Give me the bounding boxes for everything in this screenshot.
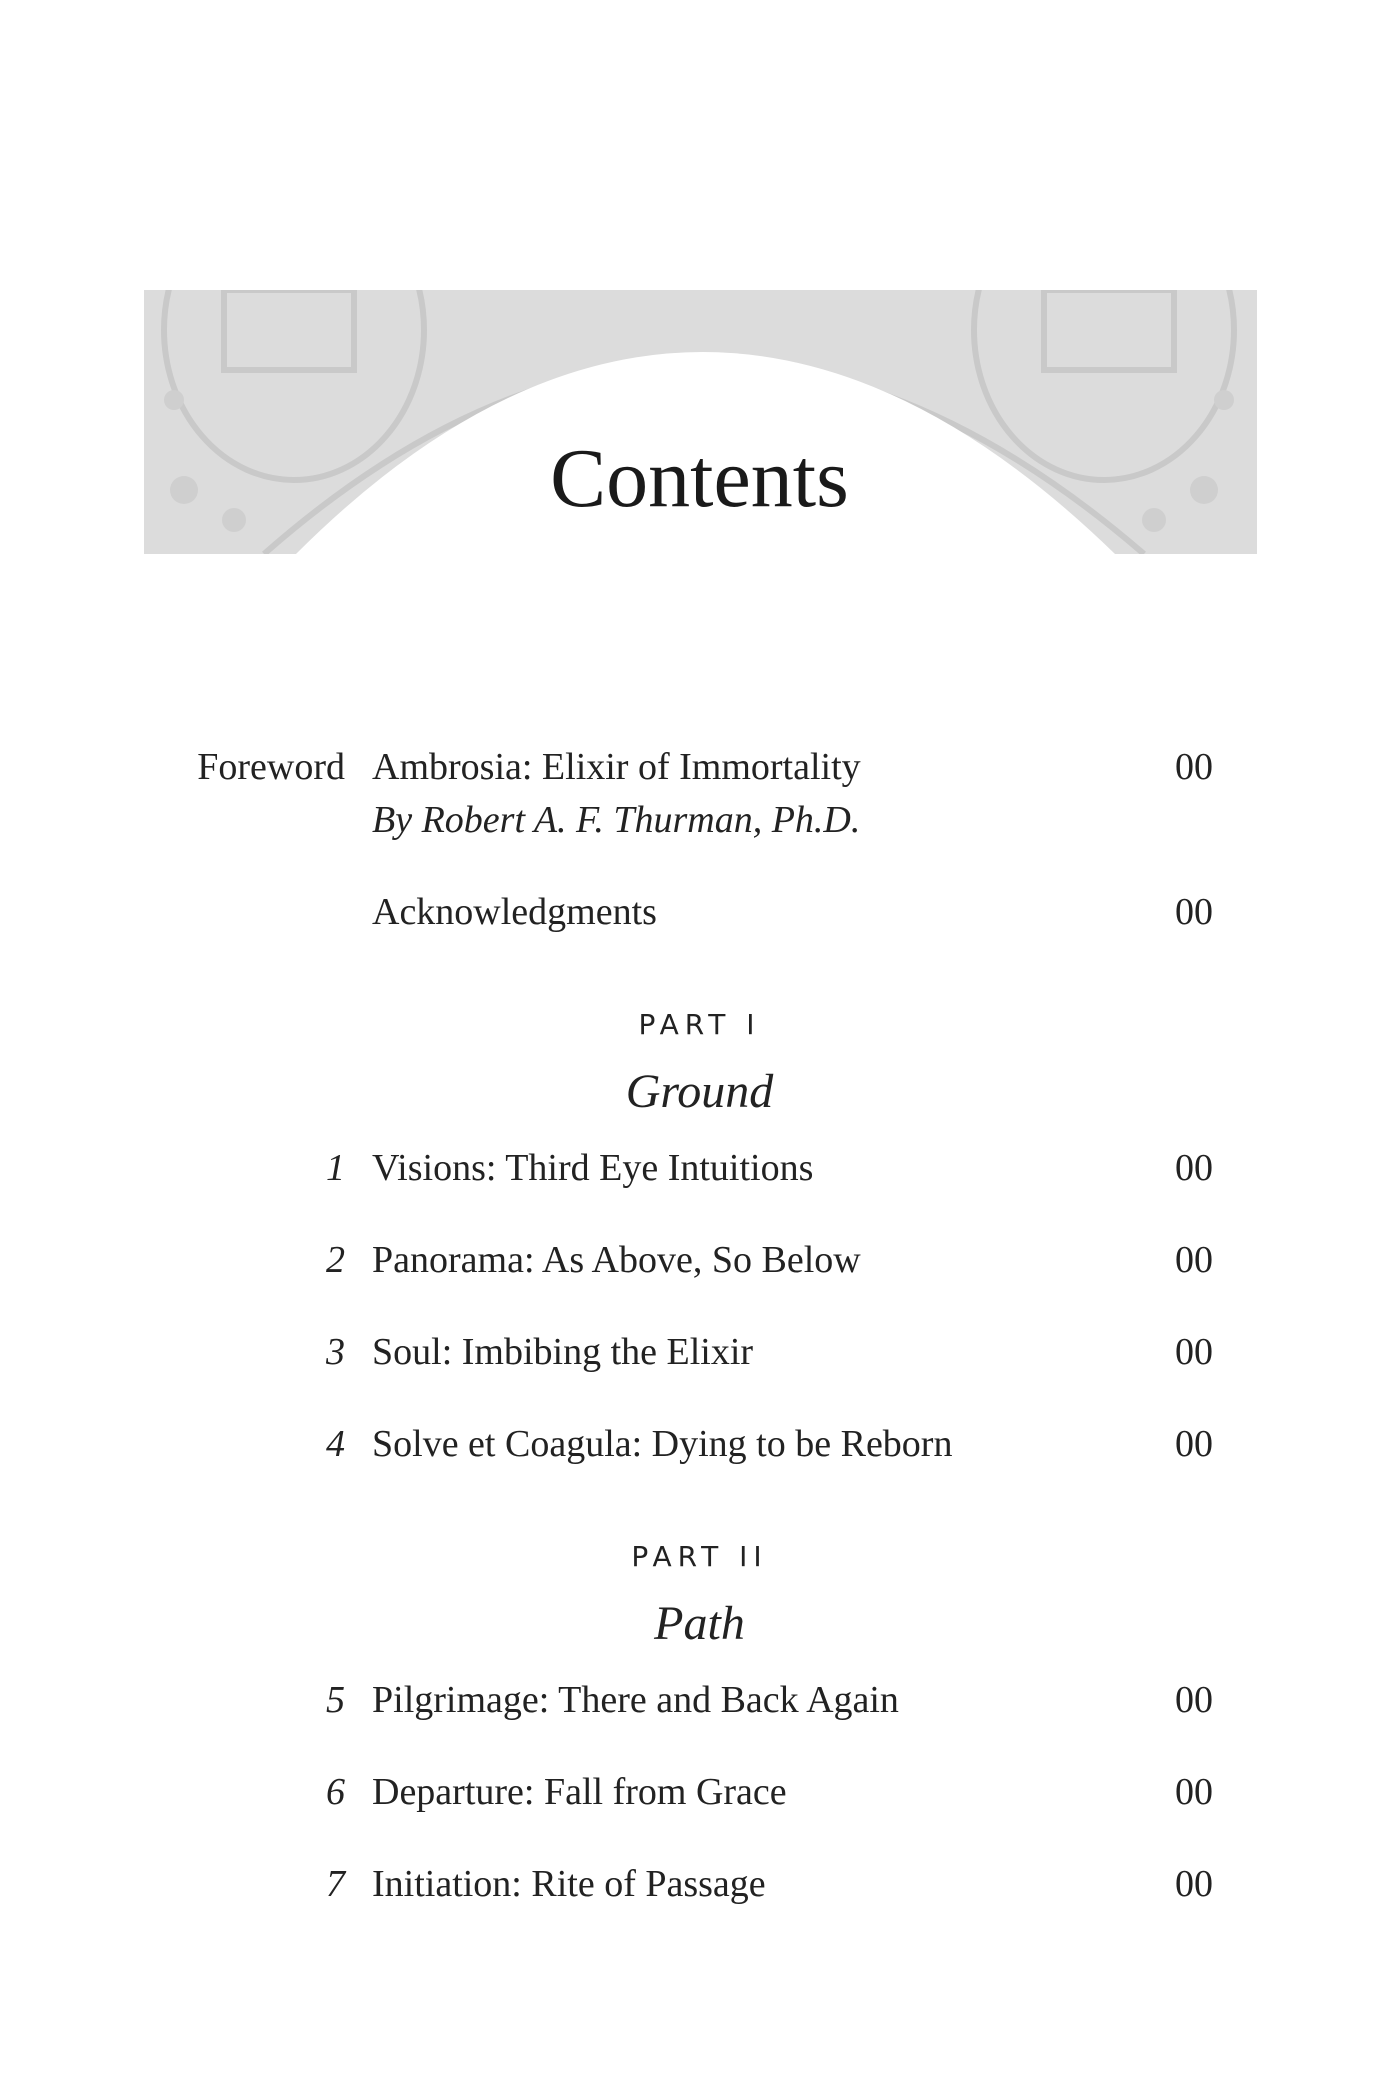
entry-page: 00 [1175, 1679, 1213, 1721]
part-title: Path [654, 1597, 745, 1650]
page-title: Contents [550, 432, 849, 525]
entry-page: 00 [1175, 746, 1213, 788]
entry-title: Pilgrimage: There and Back Again [372, 1679, 899, 1721]
part-title: Ground [625, 1065, 774, 1118]
entry-title: Solve et Coagula: Dying to be Reborn [372, 1423, 953, 1465]
chapter-number: 4 [326, 1423, 345, 1465]
entry-label: Foreword [197, 746, 345, 788]
chapter-number: 5 [326, 1679, 345, 1721]
entry-page: 00 [1175, 1331, 1213, 1373]
entry-page: 00 [1175, 1239, 1213, 1281]
chapter-number: 6 [326, 1771, 345, 1813]
entry-page: 00 [1175, 1423, 1213, 1465]
entry-byline: By Robert A. F. Thurman, Ph.D. [372, 799, 861, 841]
chapter-number: 2 [326, 1239, 345, 1281]
entry-title: Acknowledgments [372, 891, 657, 933]
entry-page: 00 [1175, 1771, 1213, 1813]
part-label: PART II [631, 1540, 768, 1573]
entry-page: 00 [1175, 1863, 1213, 1905]
entry-page: 00 [1175, 891, 1213, 933]
part-label: PART I [638, 1008, 761, 1041]
chapter-number: 7 [326, 1863, 345, 1905]
chapter-number: 3 [326, 1331, 345, 1373]
entry-title: Visions: Third Eye Intuitions [372, 1147, 814, 1189]
entry-title: Departure: Fall from Grace [372, 1771, 787, 1813]
entry-title: Panorama: As Above, So Below [372, 1239, 861, 1281]
entry-title: Initiation: Rite of Passage [372, 1863, 766, 1905]
entry-title: Soul: Imbibing the Elixir [372, 1331, 754, 1373]
chapter-number: 1 [326, 1147, 345, 1189]
entry-title: Ambrosia: Elixir of Immortality [372, 746, 861, 788]
entry-page: 00 [1175, 1147, 1213, 1189]
